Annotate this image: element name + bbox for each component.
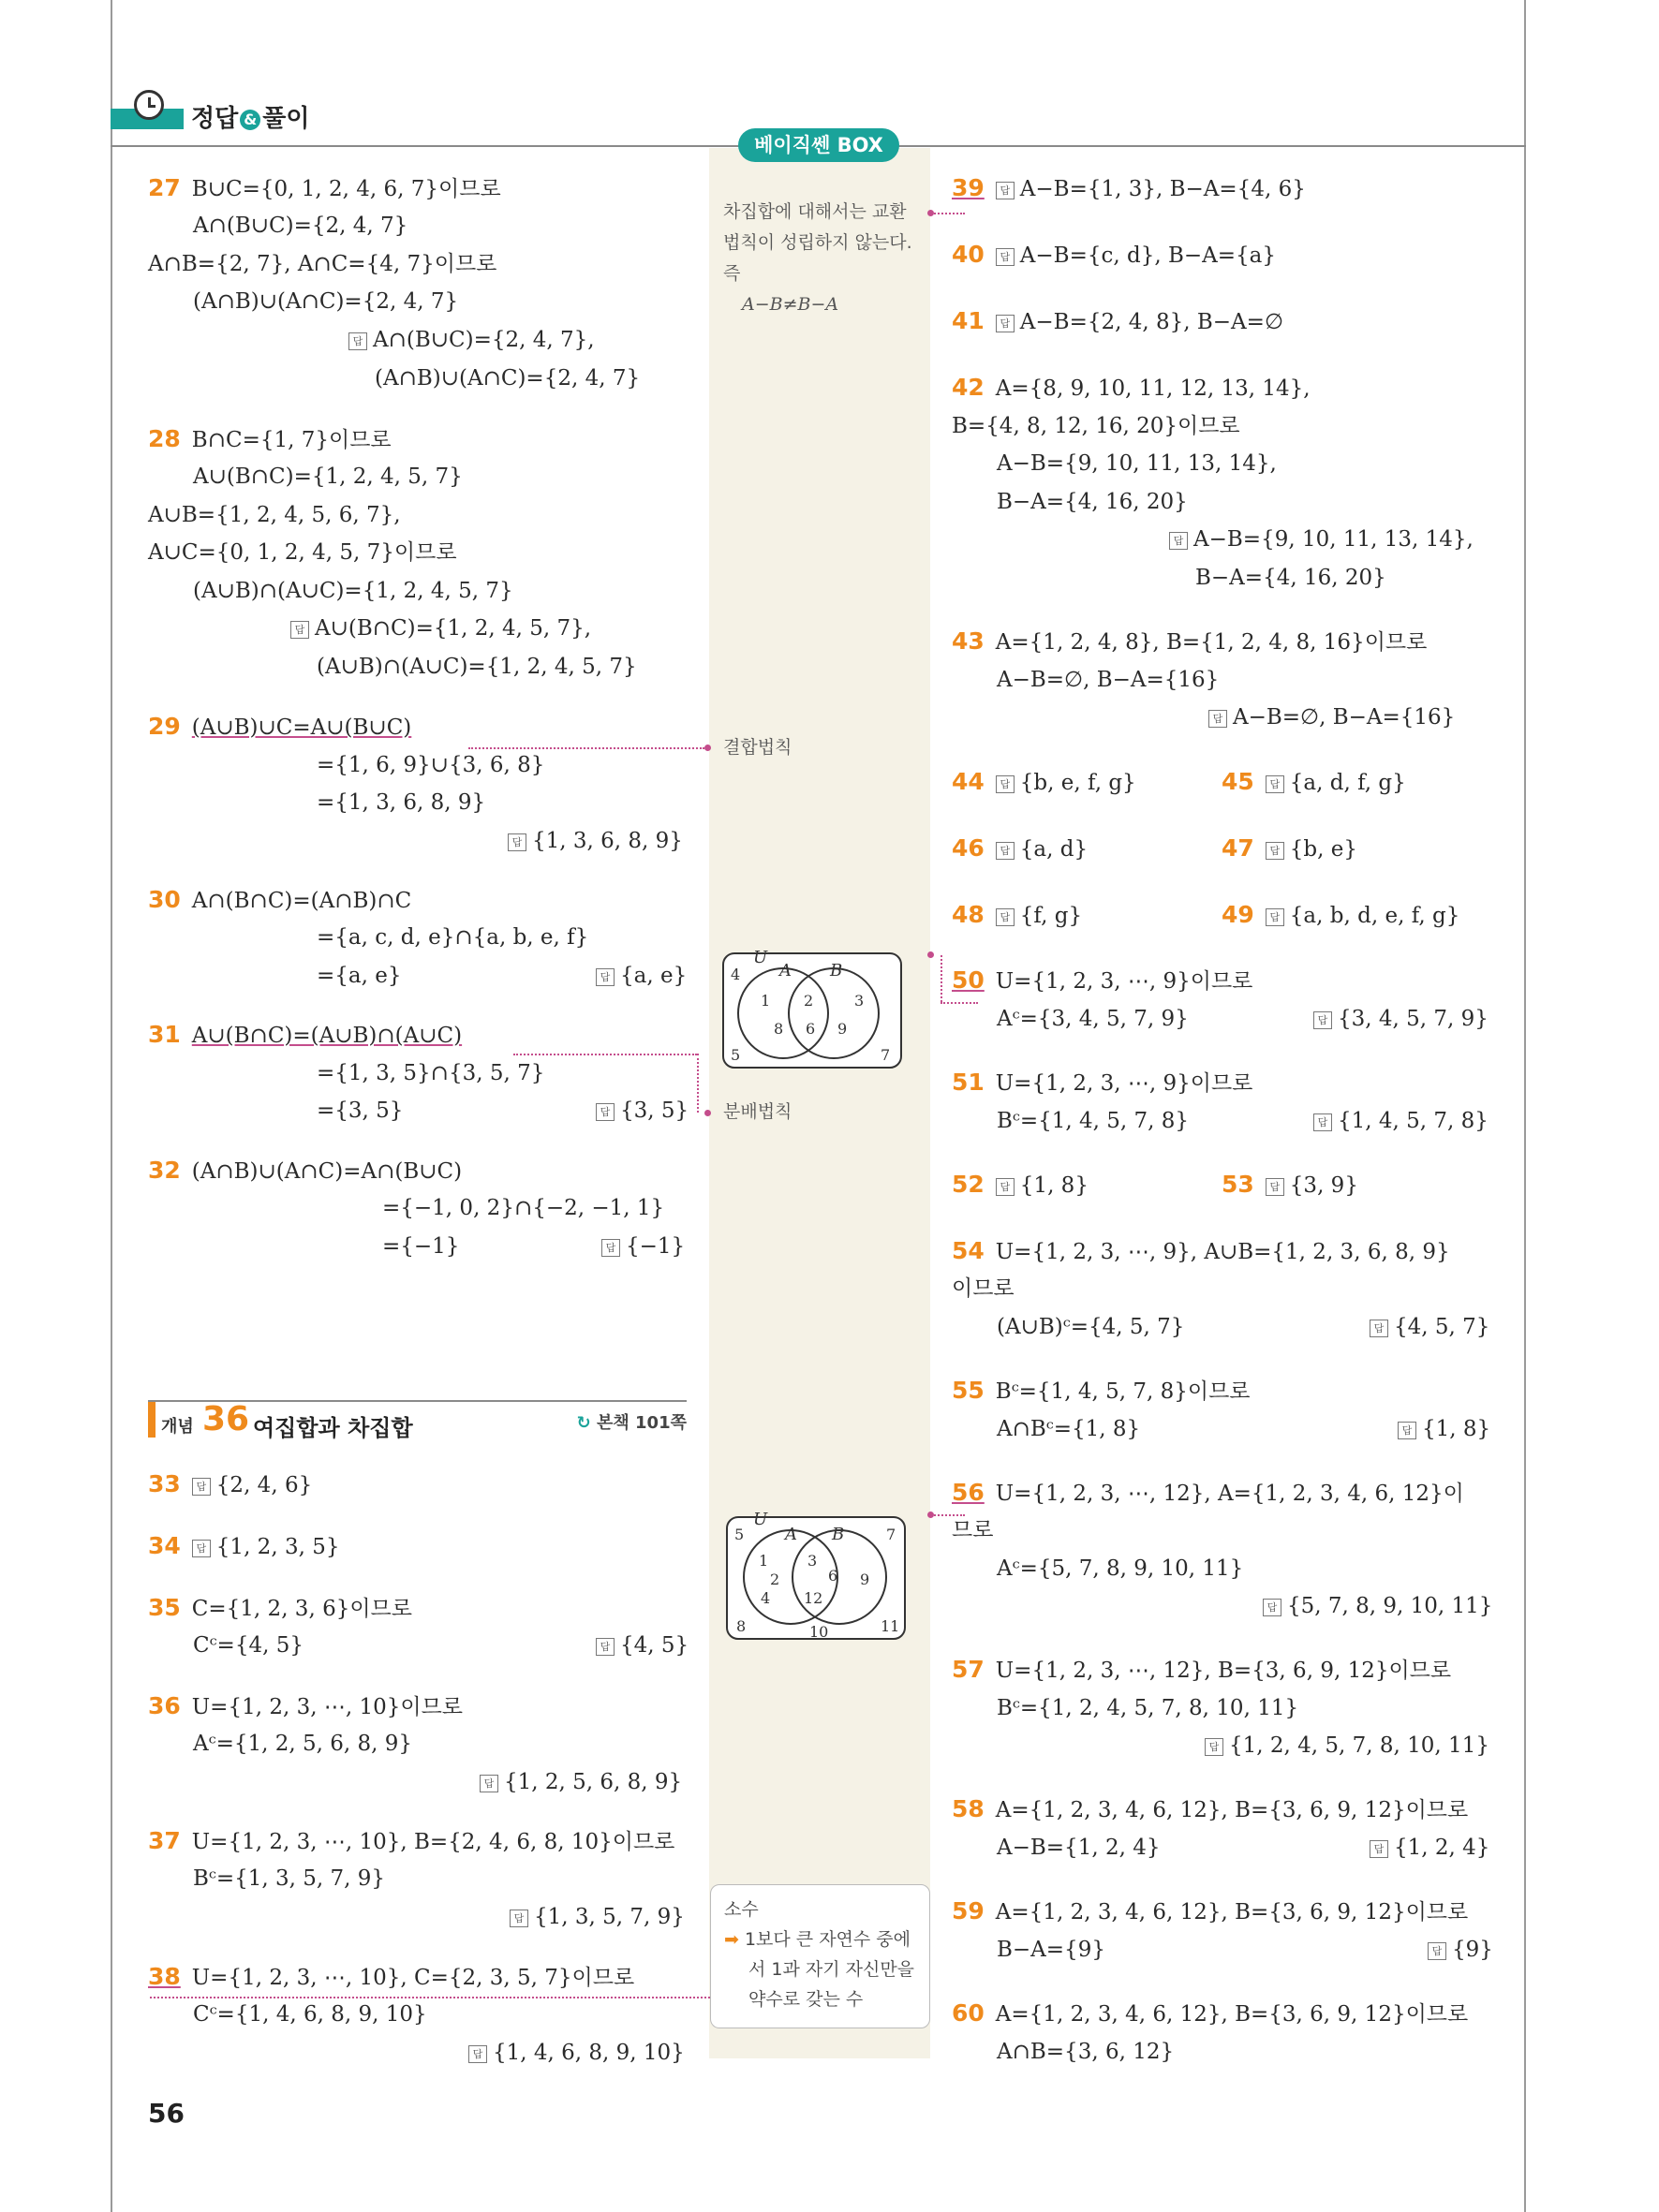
answer-icon: 답 [1266,775,1284,793]
answer-icon: 답 [996,182,1015,199]
answer-icon: 답 [1266,842,1284,860]
venn1-value: 6 [806,1020,816,1038]
problem-59-line2: B−A={9} [997,1938,1105,1962]
venn2-label-u: U [753,1510,768,1529]
section-accent-bar [148,1402,156,1438]
connector-dot [704,1110,711,1116]
venn2-value: 10 [809,1623,829,1641]
problem-46: 46 답 {a, d} [952,834,1089,862]
venn-diagram-1 [719,948,907,1073]
problem-31-line2: ={1, 3, 5}∩{3, 5, 7} [317,1061,545,1085]
answer-icon: 답 [1398,1422,1416,1439]
problem-31-answer: 답 {3, 5} [596,1097,689,1125]
problem-58-line1: 58 A={1, 2, 3, 4, 6, 12}, B={3, 6, 9, 12}이므로 [952,1795,1469,1822]
problem-28-line2: A∪(B∩C)={1, 2, 4, 5, 7} [193,465,463,489]
refresh-icon: ↻ [576,1413,591,1433]
answer-icon: 답 [290,621,309,639]
concept-section-header [148,1400,687,1439]
answer-icon: 답 [348,332,367,350]
problem-44: 44 답 {b, e, f, g} [952,768,1136,795]
box-badge: 베이직쎈 BOX [738,128,899,162]
prime-definition-box [710,1884,930,2028]
clock-icon [134,90,164,120]
problem-51-line1: 51 U={1, 2, 3, ⋯, 9}이므로 [952,1069,1253,1096]
answer-icon: 답 [1313,1011,1332,1029]
problem-37-answer: 답 {1, 3, 5, 7, 9} [510,1903,685,1931]
problem-36-answer: 답 {1, 2, 5, 6, 8, 9} [480,1768,682,1796]
problem-36-line2: Aᶜ={1, 2, 5, 6, 8, 9} [193,1732,413,1756]
problem-45: 45 답 {a, d, f, g} [1222,768,1406,795]
note-difference-commutative: 차집합에 대해서는 교환 법칙이 성립하지 않는다. 즉 A−B≠B−A [723,201,912,315]
answer-icon: 답 [996,315,1015,332]
answer-icon: 답 [596,1638,615,1656]
problem-57-line1: 57 U={1, 2, 3, ⋯, 12}, B={3, 6, 9, 12}이므로 [952,1656,1452,1683]
problem-27-line2: A∩(B∪C)={2, 4, 7} [193,214,408,238]
problem-42-line2: B={4, 8, 12, 16, 20}이므로 [952,414,1240,438]
problem-54-line1: 54 U={1, 2, 3, ⋯, 9}, A∪B={1, 2, 3, 6, 8, 9} [952,1237,1450,1264]
answer-icon: 답 [192,1478,211,1496]
problem-27-answer2: (A∩B)∪(A∩C)={2, 4, 7} [375,366,641,391]
answer-icon: 답 [601,1239,620,1257]
page-border-left [111,0,112,2212]
answer-icon: 답 [996,248,1015,266]
problem-58-answer: 답 {1, 2, 4} [1370,1834,1489,1862]
venn2-value: 5 [734,1526,745,1543]
note-associative-law: 결합법칙 [723,737,792,758]
connector-line [150,1997,710,1998]
venn1-label-b: B [830,961,843,981]
problem-28-line4: A∪C={0, 1, 2, 4, 5, 7}이므로 [148,540,457,565]
problem-43-line1: 43 A={1, 2, 4, 8}, B={1, 2, 4, 8, 16}이므로 [952,627,1428,655]
answer-icon: 답 [1266,908,1284,926]
header-title: 정답 & 풀이 [191,105,310,133]
problem-35-line2: Cᶜ={4, 5} [193,1633,304,1658]
answer-icon: 답 [468,2045,487,2063]
problem-43-answer: 답 A−B=∅, B−A={16} [1208,703,1455,731]
problem-27-line4: (A∩B)∪(A∩C)={2, 4, 7} [193,289,459,314]
venn2-universe [727,1517,905,1639]
problem-32-line2: ={−1, 0, 2}∩{−2, −1, 1} [382,1196,665,1220]
venn2-value: 7 [886,1526,896,1543]
problem-56-line1: 56 U={1, 2, 3, ⋯, 12}, A={1, 2, 3, 4, 6, 12}이 [952,1479,1464,1506]
venn1-value: 8 [774,1020,784,1038]
problem-39: 39 답 A−B={1, 3}, B−A={4, 6} [952,174,1306,201]
connector-dot [704,745,711,751]
venn1-label-a: A [779,961,792,981]
answer-icon: 답 [996,908,1015,926]
venn1-value: 9 [837,1020,848,1038]
problem-43-line2: A−B=∅, B−A={16} [997,668,1220,692]
problem-35-line1: 35 C={1, 2, 3, 6}이므로 [148,1594,412,1621]
section-title: 여집합과 차집합 [253,1415,413,1441]
problem-42-answer2: B−A={4, 16, 20} [1195,566,1386,590]
answer-icon: 답 [1208,710,1227,728]
problem-28-line5: (A∪B)∩(A∪C)={1, 2, 4, 5, 7} [193,579,513,603]
venn2-label-a: A [785,1525,797,1544]
answer-icon: 답 [192,1540,211,1557]
connector-line [941,955,942,1002]
problem-50-answer: 답 {3, 4, 5, 7, 9} [1313,1005,1489,1033]
answer-icon: 답 [996,1178,1015,1196]
problem-38-line2: Cᶜ={1, 4, 6, 8, 9, 10} [193,2002,427,2027]
venn2-value: 3 [807,1552,818,1570]
problem-50-line2: Aᶜ={3, 4, 5, 7, 9} [997,1007,1189,1031]
problem-50-line1: 50 U={1, 2, 3, ⋯, 9}이므로 [952,966,1253,994]
problem-31-line3: ={3, 5} [317,1099,404,1123]
problem-60-line1: 60 A={1, 2, 3, 4, 6, 12}, B={3, 6, 9, 12}이므로 [952,1999,1469,2027]
connector-line-dist-v [697,1054,699,1113]
venn1-label-u: U [753,948,768,967]
answer-icon: 답 [1169,532,1188,550]
problem-60-line2: A∩B={3, 6, 12} [997,2040,1175,2064]
problem-57-line2: Bᶜ={1, 2, 4, 5, 7, 8, 10, 11} [997,1696,1299,1720]
problem-29-line2: ={1, 6, 9}∪{3, 6, 8} [317,753,545,777]
problem-59-answer: 답 {9} [1428,1936,1493,1964]
problem-49: 49 답 {a, b, d, e, f, g} [1222,901,1460,928]
venn2-value: 8 [736,1617,747,1635]
problem-38-answer: 답 {1, 4, 6, 8, 9, 10} [468,2039,685,2067]
answer-icon: 답 [996,842,1015,860]
problem-51-line2: Bᶜ={1, 4, 5, 7, 8} [997,1109,1190,1133]
prime-title: 소수 [724,1899,759,1920]
problem-59-line1: 59 A={1, 2, 3, 4, 6, 12}, B={3, 6, 9, 12}이므로 [952,1897,1469,1924]
problem-31-line1: 31 A∪(B∩C)=(A∪B)∩(A∪C) [148,1021,463,1048]
connector-line-dist-h [513,1054,697,1055]
problem-41: 41 답 A−B={2, 4, 8}, B−A=∅ [952,307,1283,334]
problem-56-line3: Aᶜ={5, 7, 8, 9, 10, 11} [997,1556,1244,1581]
problem-27-line1: 27 B∪C={0, 1, 2, 4, 6, 7}이므로 [148,174,501,201]
answer-icon: 답 [1313,1113,1332,1131]
problem-28-line3: A∪B={1, 2, 4, 5, 6, 7}, [148,503,401,527]
problem-32-answer: 답 {−1} [601,1232,685,1261]
venn1-value: 5 [731,1046,741,1064]
connector-dot [927,951,934,958]
problem-30-line3: ={a, e} [317,964,402,988]
problem-42-line3: A−B={9, 10, 11, 13, 14}, [997,451,1277,476]
venn1-value: 3 [854,992,865,1010]
problem-56-answer: 답 {5, 7, 8, 9, 10, 11} [1263,1592,1492,1620]
venn-diagram-2 [723,1504,911,1646]
problem-42-line4: B−A={4, 16, 20} [997,490,1188,514]
prime-line-3: 약수로 갖는 수 [748,1989,864,2010]
problem-29-answer: 답 {1, 3, 6, 8, 9} [508,827,683,855]
problem-42-answer1: 답 A−B={9, 10, 11, 13, 14}, [1169,525,1474,553]
problem-48: 48 답 {f, g} [952,901,1083,928]
section-label: 개념 [161,1417,194,1437]
answer-icon: 답 [596,1103,615,1121]
problem-28-answer1: 답 A∪(B∩C)={1, 2, 4, 5, 7}, [290,614,591,642]
connector-line [941,1002,978,1004]
answer-icon: 답 [508,833,526,851]
problem-29-line1: 29 (A∪B)∪C=A∪(B∪C) [148,713,412,740]
problem-32-line1: 32 (A∩B)∪(A∩C)=A∩(B∪C) [148,1157,463,1184]
problem-29-line3: ={1, 3, 6, 8, 9} [317,790,486,815]
venn2-value: 12 [804,1589,823,1607]
page-number: 56 [148,2098,185,2129]
problem-37-line2: Bᶜ={1, 3, 5, 7, 9} [193,1866,386,1891]
answer-icon: 답 [1370,1840,1388,1858]
connector-line [931,213,965,214]
problem-54-line3: (A∪B)ᶜ={4, 5, 7} [997,1315,1185,1339]
venn2-value: 11 [881,1617,900,1635]
problem-55-line1: 55 Bᶜ={1, 4, 5, 7, 8}이므로 [952,1377,1251,1404]
problem-51-answer: 답 {1, 4, 5, 7, 8} [1313,1107,1489,1135]
problem-33: 33 답 {2, 4, 6} [148,1470,313,1497]
venn1-universe [723,953,901,1068]
page-border-right [1524,0,1526,2212]
problem-37-line1: 37 U={1, 2, 3, ⋯, 10}, B={2, 4, 6, 8, 10}이므로 [148,1827,675,1854]
problem-32-line3: ={−1} [382,1234,460,1259]
problem-58-line2: A−B={1, 2, 4} [997,1836,1161,1860]
problem-27-answer1: 답 A∩(B∪C)={2, 4, 7}, [348,326,595,354]
answer-icon: 답 [1428,1942,1446,1960]
problem-30-answer: 답 {a, e} [596,962,687,990]
venn1-value: 2 [804,992,814,1010]
problem-54-answer: 답 {4, 5, 7} [1370,1313,1489,1341]
answer-icon: 답 [1370,1320,1388,1337]
answer-icon: 답 [480,1775,498,1792]
venn1-value: 1 [761,992,771,1010]
venn1-value: 4 [731,966,741,983]
note-distributive-law: 분배법칙 [723,1101,792,1122]
problem-55-answer: 답 {1, 8} [1398,1415,1490,1443]
connector-line-assoc [468,747,704,749]
problem-30-line2: ={a, c, d, e}∩{a, b, e, f} [317,925,589,950]
venn1-value: 7 [881,1046,891,1064]
problem-53: 53 답 {3, 9} [1222,1171,1358,1198]
answer-icon: 답 [996,775,1015,793]
problem-28-answer2: (A∪B)∩(A∪C)={1, 2, 4, 5, 7} [317,655,637,679]
section-number: 36 [202,1400,250,1438]
problem-38-line1: 38 U={1, 2, 3, ⋯, 10}, C={2, 3, 5, 7}이므로 [148,1963,635,1990]
venn2-value: 6 [828,1567,838,1585]
problem-52: 52 답 {1, 8} [952,1171,1089,1198]
problem-56-line2: 므로 [952,1518,994,1542]
problem-35-answer: 답 {4, 5} [596,1631,689,1659]
answer-icon: 답 [1263,1599,1281,1616]
venn2-label-b: B [832,1525,845,1544]
problem-55-line2: A∩Bᶜ={1, 8} [997,1417,1141,1441]
problem-40: 40 답 A−B={c, d}, B−A={a} [952,241,1277,268]
section-reference: ↻ 본책 101쪽 [576,1413,687,1433]
venn2-value: 2 [770,1571,780,1588]
problem-34: 34 답 {1, 2, 3, 5} [148,1532,340,1559]
answer-icon: 답 [510,1910,528,1927]
answer-icon: 답 [596,968,615,986]
problem-27-line3: A∩B={2, 7}, A∩C={4, 7}이므로 [148,252,497,276]
problem-36-line1: 36 U={1, 2, 3, ⋯, 10}이므로 [148,1692,464,1719]
prime-line-1: ➡ 1보다 큰 자연수 중에 [724,1929,911,1950]
venn2-value: 9 [860,1571,870,1588]
venn2-value: 1 [759,1552,769,1570]
arrow-icon: ➡ [724,1929,739,1950]
problem-42-line1: 42 A={8, 9, 10, 11, 12, 13, 14}, [952,374,1311,401]
answer-icon: 답 [1266,1178,1284,1196]
venn2-value: 4 [761,1589,771,1607]
problem-57-answer: 답 {1, 2, 4, 5, 7, 8, 10, 11} [1205,1732,1489,1760]
answer-icon: 답 [1205,1738,1223,1756]
problem-47: 47 답 {b, e} [1222,834,1358,862]
problem-28-line1: 28 B∩C={1, 7}이므로 [148,425,392,452]
problem-30-line1: 30 A∩(B∩C)=(A∩B)∩C [148,886,412,913]
problem-54-line2: 이므로 [952,1276,1015,1301]
prime-line-2: 서 1과 자기 자신만을 [748,1959,915,1980]
